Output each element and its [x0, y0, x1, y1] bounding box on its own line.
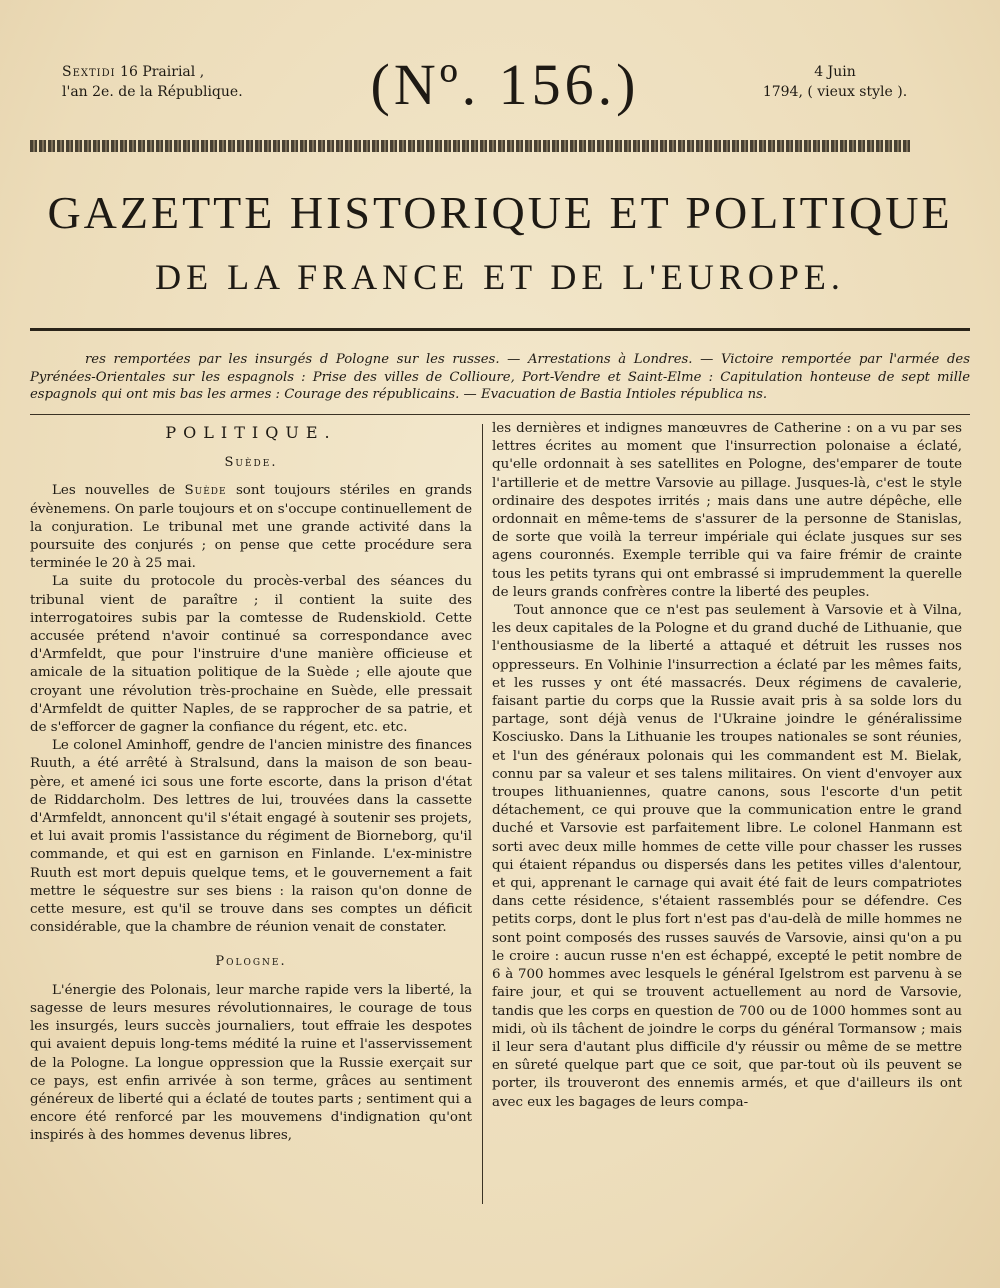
article-paragraph: La suite du protocole du procès-verbal des séances du tribunal vient de paraître ; il contient la suite des interrogatoires subis par la comtesse de Rudenskiold. Cette accusée prétend n'avoir continué sa correspondance avec d'Armfeldt, que pour l'instruire d'une manière officieuse et amicale de la situation politique de la Suède ; elle ajoute que croyant une révolution très-prochaine en Suède, elle pressait d'Armfeldt de quitter Naples, de se rapprocher de sa patrie, et de s'efforcer de gagner la confiance du régent, etc. etc. — [30, 574, 472, 736]
article-paragraph: Le colonel Aminhoff, gendre de l'ancien ministre des finances Ruuth, a été arrêté à Stralsund, dans la maison de son beau-père, et amené ici sous une forte escorte, dans la prison d'état de Riddarcholm. Des lettres de lui, trouvées dans la cassette d'Armfeldt, annoncent qu'il s'était engagé à soutenir ses projets, et lui avait promis l'assistance du régiment de Biorneborg, qu'il commande, et qui est en garnison en Finlande. L'ex-ministre Ruuth est mort depuis quelque tems, et le gouvernement a fait mettre le séquestre sur ses biens : la raison qu'on donne de cette mesure, est qu'il se trouve dans ses comptes un déficit considérable, que la chambre de réunion venait de constater. — [30, 738, 472, 936]
section-heading-politique: POLITIQUE. — [165, 423, 337, 442]
contents-summary: res remportées par les insurgés d Pologne sur les russes. — Arrestations à Londres. — Victoire remportée par l'armée des Pyrénées-Orientales sur les espagnols : Prise des villes de Collioure, Port-Vendre et Saint-Elme : Capitulation honteuse de sept mille espagnols qui ont mis bas les armes : Courage des républicains. — Evacuation de Bastia Intioles républica ns. — [30, 352, 970, 403]
column-divider — [482, 424, 483, 1204]
subheading-pologne: Pologne. — [215, 954, 287, 970]
left-column — [30, 420, 472, 1146]
article-paragraph: Tout annonce que ce n'est pas seulement à Varsovie et à Vilna, les deux capitales de la Pologne et du grand duché de Lithuanie, que l'enthousiasme de la liberté a attaqué et détruit les russes nos oppresseurs. En Volhinie l'insurrection a éclaté par les mêmes faits, et les russes y ont été massacrés. Deux régimens de cavalerie, faisant partie du corps que la Russie avait pris à sa solde lors du partage, sont déjà venus de l'Ukraine joindre le généralissime Kosciusko. Dans la Lithuanie les troupes nationales se sont réunies, et l'un des généraux polonais qui les commandent est M. Bielak, connu par sa valeur et ses talens militaires. On vient d'envoyer aux troupes lithuaniennes, quatre canons, sous l'escorte d'un petit détachement, ce qui prouve que la communication entre le grand duché et Varsovie est parfaitement libre. Le colonel Hanmann est sorti avec deux mille hommes de cette ville pour chasser les russes qui étaient répandus ou dispersés dans les petites villes d'alentour, et qui, apprenant le carnage qui avait été fait de leurs compatriotes dans cette résidence, s'étaient rassemblés pour se défendre. Ces petits corps, dont le plus fort n'est pas d'au-delà de mille hommes ne sont point composés des russes sauvés de Varsovie, ainsi qu'on a pu le croire : aucun russe n'en est échappé, excepté le petit nombre de 6 à 700 hommes avec lesquels le général Igelstrom est parvenu à se faire jour, et qui se trouvent actuellement au nord de Varsovie, tandis que les corps en question de 700 ou de 1000 hommes sont au midi, où ils tâchent de joindre le corps du général Tormansow ; mais il leur sera d'autant plus difficile d'y réussir ou même de se mettre en sûreté quelque part que ce soit, que par-tout où ils peuvent se porter, ils trouveront des ennemis armés, et que d'ailleurs ils ont avec eux les bagages de leurs compa- — [492, 603, 962, 1110]
subheading-suede: Suède. — [224, 455, 278, 471]
republican-date — [62, 62, 312, 102]
ornamental-rule — [30, 140, 910, 152]
gregorian-day-month: 4 Juin — [814, 64, 856, 80]
date-year: l'an 2e. de la République. — [62, 84, 243, 100]
article-paragraph: les dernières et indignes manœuvres de Catherine : on a vu par ses lettres écrites au moment que l'insurrection polonaise a éclaté, qu'elle ordonnait à ses satellites en Pologne, des'emparer de toute l'artillerie et de mettre Varsovie au pillage. Jusques-là, c'est le style ordinaire des despotes irrités ; mais dans une autre dépêche, elle ordonnait en même-tems de s'assurer de la personne de Stanislas, de sorte que voilà la terreur impériale qui éclate jusques sur ses agens couronnés. Exemple terrible qui va faire frémir de crainte tous les petits tyrans qui ont embrassé si imprudemment la querelle de leurs grands confrères contre la liberté des peuples. — [492, 421, 962, 600]
newspaper-title: GAZETTE HISTORIQUE ET POLITIQUE — [47, 187, 953, 238]
date-day-month: 16 Prairial , — [115, 64, 205, 80]
gregorian-date — [720, 62, 950, 102]
gregorian-year: 1794, ( vieux style ). — [762, 84, 908, 100]
country-name: Suède — [184, 483, 227, 499]
summary-top-rule — [30, 328, 970, 331]
date-day-name: Sextidi — [62, 64, 116, 80]
right-column — [492, 420, 962, 1112]
issue-number: (Nº. 156.) — [370, 52, 640, 117]
article-paragraph: L'énergie des Polonais, leur marche rapide vers la liberté, la sagesse de leurs mesures révolutionnaires, le courage de tous les insurgés, leurs succès journaliers, tout effraie les despotes qui avaient depuis long-tems médité la ruine et l'asservissement de la Pologne. La longue oppression que la Russie exerçait sur ce pays, est enfin arrivée à son terme, grâces au sentiment généreux de liberté qui a éclaté de toutes parts ; sentiment qui a encore été renforcé par les mouvemens d'indignation qu'ont inspirés à des hommes devenus libres, — [30, 982, 472, 1144]
paragraph-text: sont toujours stériles en grands évènemens. On parle toujours et on s'occupe continuellement de la conjuration. Le tribunal met une grande activité dans la poursuite des conjurés ; on pense que cette procédure sera terminée le 20 à 25 mai. — [30, 483, 473, 572]
summary-bottom-rule — [30, 414, 970, 415]
paragraph-lead: Les nouvelles de — [52, 483, 176, 499]
newspaper-subtitle: DE LA FRANCE ET DE L'EUROPE. — [155, 257, 845, 297]
article-paragraph — [30, 482, 472, 573]
masthead — [0, 0, 1000, 140]
